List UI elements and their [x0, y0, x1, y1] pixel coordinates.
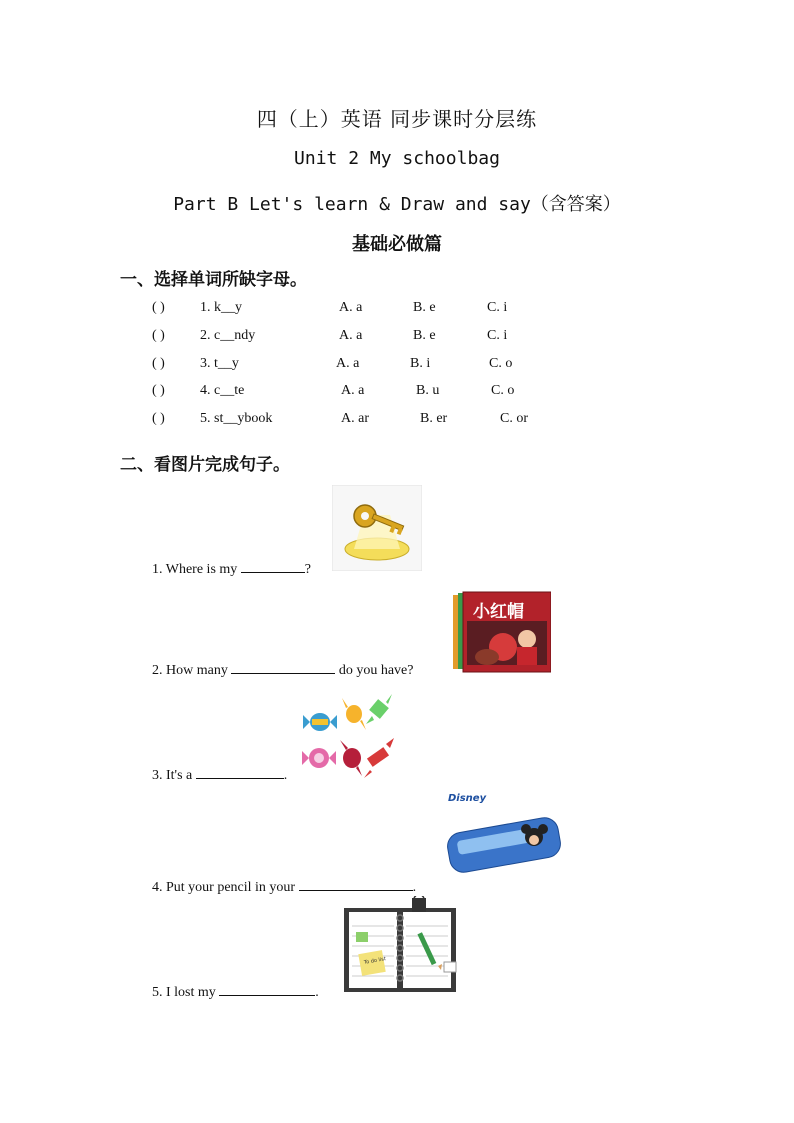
answer-blank[interactable] [299, 877, 413, 891]
part-title: Part B Let's learn & Draw and say（含答案） [173, 194, 621, 215]
answer-blank[interactable] [196, 765, 284, 779]
answer-paren[interactable]: ( ) [152, 328, 165, 343]
question-5-text: 5. st__ybook [200, 411, 273, 426]
sentence-end: . [315, 985, 319, 1000]
answer-paren[interactable]: ( ) [152, 300, 165, 315]
section-subtitle: 基础必做篇 [352, 234, 442, 255]
answer-paren[interactable]: ( ) [152, 383, 165, 398]
question-3 [152, 356, 165, 372]
option-c: C. o [491, 383, 515, 398]
sentence-end: . [412, 880, 417, 895]
option-c: C. o [489, 356, 513, 371]
option-b: B. e [413, 328, 436, 343]
option-a: A. ar [341, 411, 369, 426]
option-a: A. a [341, 383, 365, 398]
option-c: C. i [487, 300, 508, 315]
sentence-text: 5. I lost my [152, 985, 220, 1000]
option-c: C. or [500, 411, 528, 426]
section1-heading: 一、选择单词所缺字母。 [120, 270, 307, 290]
answer-paren[interactable]: ( ) [152, 356, 165, 371]
book-cover-title: 小红帽 [473, 602, 524, 622]
sentence-4 [152, 877, 416, 896]
pencilbox-brand: Disney [448, 793, 487, 804]
question-1 [152, 300, 165, 316]
unit-title: Unit 2 My schoolbag [294, 148, 500, 169]
question-5 [152, 411, 165, 427]
sentence-1 [152, 559, 311, 578]
sentence-2 [152, 660, 413, 679]
sentence-text: 2. How many [152, 663, 232, 678]
question-2 [152, 328, 165, 344]
question-1-text: 1. k__y [200, 300, 242, 315]
sentence-3 [152, 765, 287, 784]
option-a: A. a [336, 356, 360, 371]
sentence-text: 3. It's a [152, 768, 196, 783]
answer-blank[interactable] [241, 559, 305, 573]
option-c: C. i [487, 328, 508, 343]
option-b: B. u [416, 383, 440, 398]
option-b: B. e [413, 300, 436, 315]
sentence-end: do you have? [335, 663, 414, 678]
notebook-icon [340, 896, 466, 994]
option-b: B. i [410, 356, 431, 371]
sentence-text: 1. Where is my [152, 562, 241, 577]
question-3-text: 3. t__y [200, 356, 239, 371]
sentence-end: . [283, 768, 288, 783]
answer-blank[interactable] [219, 982, 315, 996]
option-b: B. er [420, 411, 448, 426]
key-picture [332, 485, 422, 571]
option-a: A. a [339, 300, 363, 315]
question-4 [152, 383, 165, 399]
candy-picture [302, 694, 396, 780]
pencilbox-picture [444, 793, 564, 875]
question-4-text: 4. c__te [200, 383, 245, 398]
question-2-text: 2. c__ndy [200, 328, 256, 343]
notebook-picture [340, 896, 466, 994]
option-a: A. a [339, 328, 363, 343]
section2-heading: 二、看图片完成句子。 [120, 455, 290, 475]
sentence-end: ? [304, 562, 311, 577]
page-title: 四（上）英语 同步课时分层练 [256, 107, 538, 131]
note-text: To do list [363, 956, 387, 966]
pencilbox-icon [444, 809, 564, 875]
storybook-picture [453, 591, 551, 673]
answer-blank[interactable] [231, 660, 335, 674]
sentence-text: 4. Put your pencil in your [152, 880, 299, 895]
answer-paren[interactable]: ( ) [152, 411, 165, 426]
candy-icon [303, 713, 337, 731]
sentence-5 [152, 982, 319, 1001]
